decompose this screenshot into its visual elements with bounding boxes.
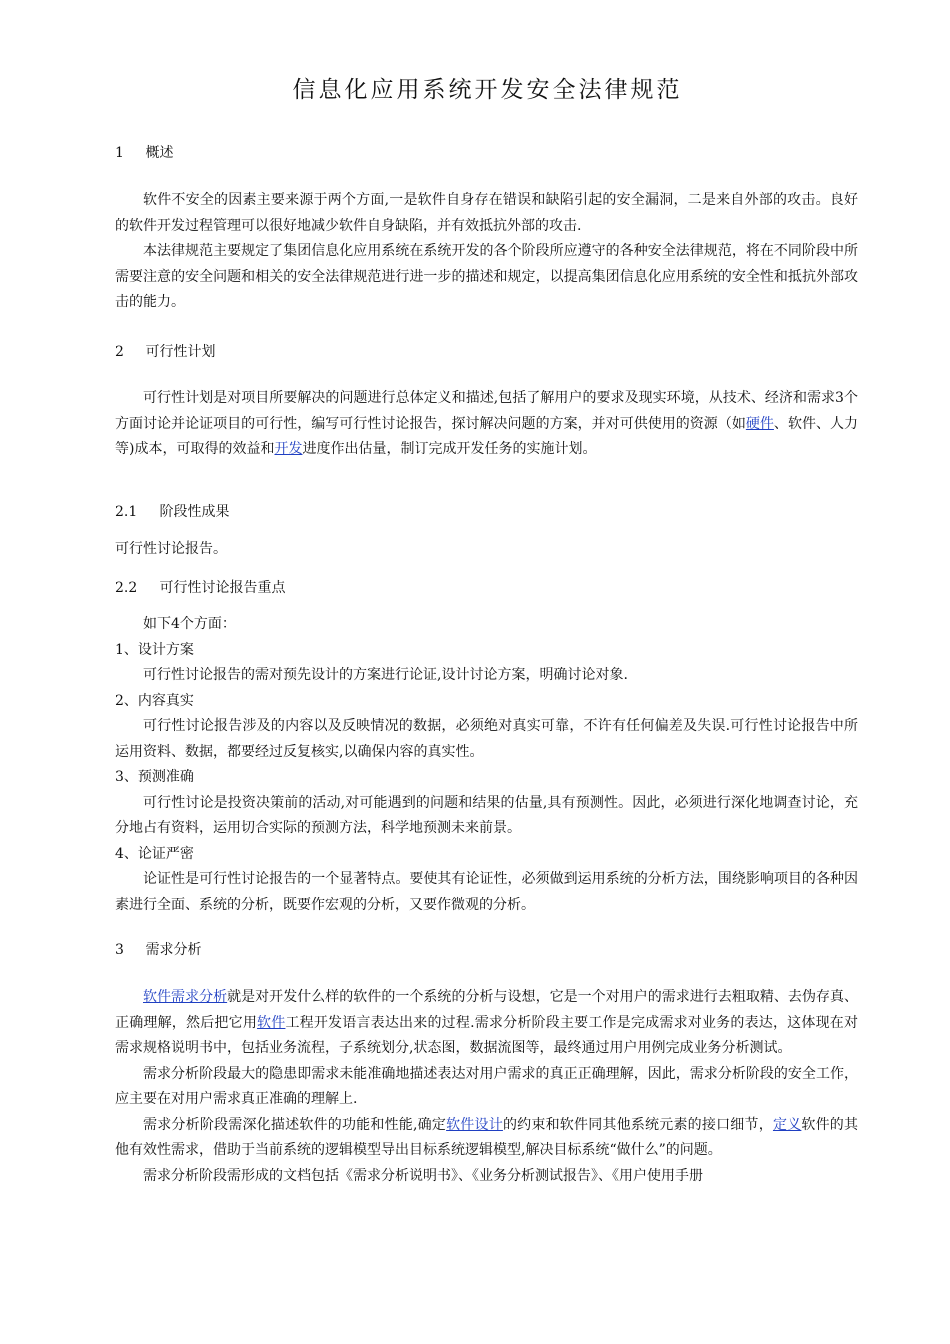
- paragraph: 可行性讨论是投资决策前的活动,对可能遇到的问题和结果的估量,具有预测性。因此，必须进行深化地调查讨论，充分地占有资料，运用切合实际的预测方法，科学地预测未来前景。: [115, 794, 858, 836]
- paragraph: [115, 985, 858, 1062]
- link-hardware[interactable]: 硬件: [745, 415, 774, 432]
- section-2-2-heading: [115, 578, 285, 598]
- list-item-title: 4、论证严密: [115, 845, 194, 862]
- text: 可行性计划是对项目所要解决的问题进行总体定义和描述,包括了解用户的要求及现实环境，从技术、经济和需求3个方面讨论并论证项目的可行性，编写可行性讨论报告，探讨解决问题的方案，并对可供使用的资源（如: [115, 390, 858, 432]
- text: 的约束和软件同其他系统元素的接口细节，: [502, 1116, 773, 1133]
- text: 、软件、人力等)成本，可取得的效益和: [115, 415, 859, 457]
- link-software-design[interactable]: 软件设计: [446, 1116, 503, 1133]
- section-2-1-body: [115, 537, 858, 563]
- section-3-body: [115, 985, 858, 1189]
- link-definition[interactable]: 定义: [772, 1116, 802, 1133]
- paragraph: 需求分析阶段需形成的文档包括《需求分析说明书》、《业务分析测试报告》、《用户使用手册: [143, 1167, 703, 1184]
- section-title: 需求分析: [145, 942, 202, 958]
- section-2-2-body: [115, 612, 858, 918]
- paragraph: [115, 386, 858, 463]
- paragraph: 可行性讨论报告涉及的内容以及反映情况的数据，必须绝对真实可靠，不许有任何偏差及失误.可行性讨论报告中所运用资料、数据，都要经过反复核实,以确保内容的真实性。: [115, 718, 858, 760]
- section-number: 3: [115, 942, 124, 958]
- section-3-heading: [115, 940, 201, 960]
- paragraph: 论证性是可行性讨论报告的一个显著特点。要使其有论证性，必须做到运用系统的分析方法，围绕影响项目的各种因素进行全面、系统的分析，既要作宏观的分析，又要作微观的分析。: [115, 871, 858, 913]
- list-item-title: 1、设计方案: [115, 641, 194, 658]
- section-number: 2.1: [115, 504, 138, 520]
- section-title: 阶段性成果: [159, 504, 230, 520]
- section-2-1-heading: [115, 502, 229, 522]
- section-title: 可行性讨论报告重点: [159, 580, 286, 596]
- section-number: 2: [115, 344, 124, 360]
- paragraph: 如下4个方面：: [143, 616, 236, 632]
- link-development[interactable]: 开发: [274, 441, 303, 457]
- section-1-heading: [115, 143, 173, 163]
- text: 软件的其他有效性需求，借助于当前系统的逻辑模型导出目标系统逻辑模型,解决目标系统“做什么”的问题。: [115, 1116, 859, 1158]
- paragraph: 可行性讨论报告的需对预先设计的方案进行论证,设计讨论方案，明确讨论对象.: [143, 667, 628, 683]
- section-title: 可行性计划: [145, 344, 216, 360]
- list-item-title: 2、内容真实: [115, 692, 194, 709]
- section-number: 2.2: [115, 580, 138, 596]
- paragraph: [115, 1113, 858, 1164]
- text: 进度作出估量，制订完成开发任务的实施计划。: [302, 441, 597, 457]
- text: 工程开发语言表达出来的过程.需求分析阶段主要工作是完成需求对业务的表达，这体现在对需求规格说明书中，包括业务流程，子系统划分,状态图，数据流图等，最终通过用户用例完成业务分析测试。: [115, 1014, 858, 1056]
- document-title: 信息化应用系统开发安全法律规范: [292, 77, 683, 103]
- paragraph: 可行性讨论报告。: [115, 541, 227, 557]
- text: 需求分析阶段需深化描述软件的功能和性能,确定: [143, 1116, 447, 1133]
- section-number: 1: [115, 145, 124, 161]
- list-item-title: 3、预测准确: [115, 769, 194, 785]
- paragraph: 本法律规范主要规定了集团信息化应用系统在系统开发的各个阶段所应遵守的各种安全法律规范，将在不同阶段中所需要注意的安全问题和相关的安全法律规范进行进一步的描述和规定，以提高集团信息化应用系统的安全性和抵抗外部攻击的能力。: [115, 243, 858, 310]
- paragraph: 软件不安全的因素主要来源于两个方面,一是软件自身存在错误和缺陷引起的安全漏洞，二是来自外部的攻击。良好的软件开发过程管理可以很好地减少软件自身缺陷，并有效抵抗外部的攻击.: [115, 192, 858, 234]
- section-2-body: [115, 386, 858, 463]
- text: 就是对开发什么样的软件的一个系统的分析与设想，它是一个对用户的需求进行去粗取精、去伪存真、正确理解，然后把它用: [115, 989, 859, 1031]
- section-title: 概述: [145, 145, 174, 161]
- link-software-requirements-analysis[interactable]: 软件需求分析: [143, 989, 228, 1005]
- paragraph: 需求分析阶段最大的隐患即需求未能准确地描述表达对用户需求的真正正确理解，因此，需求分析阶段的安全工作，应主要在对用户需求真正准确的理解上.: [115, 1065, 858, 1107]
- section-1-body: [115, 188, 858, 316]
- link-software[interactable]: 软件: [257, 1014, 286, 1031]
- section-2-heading: [115, 342, 215, 362]
